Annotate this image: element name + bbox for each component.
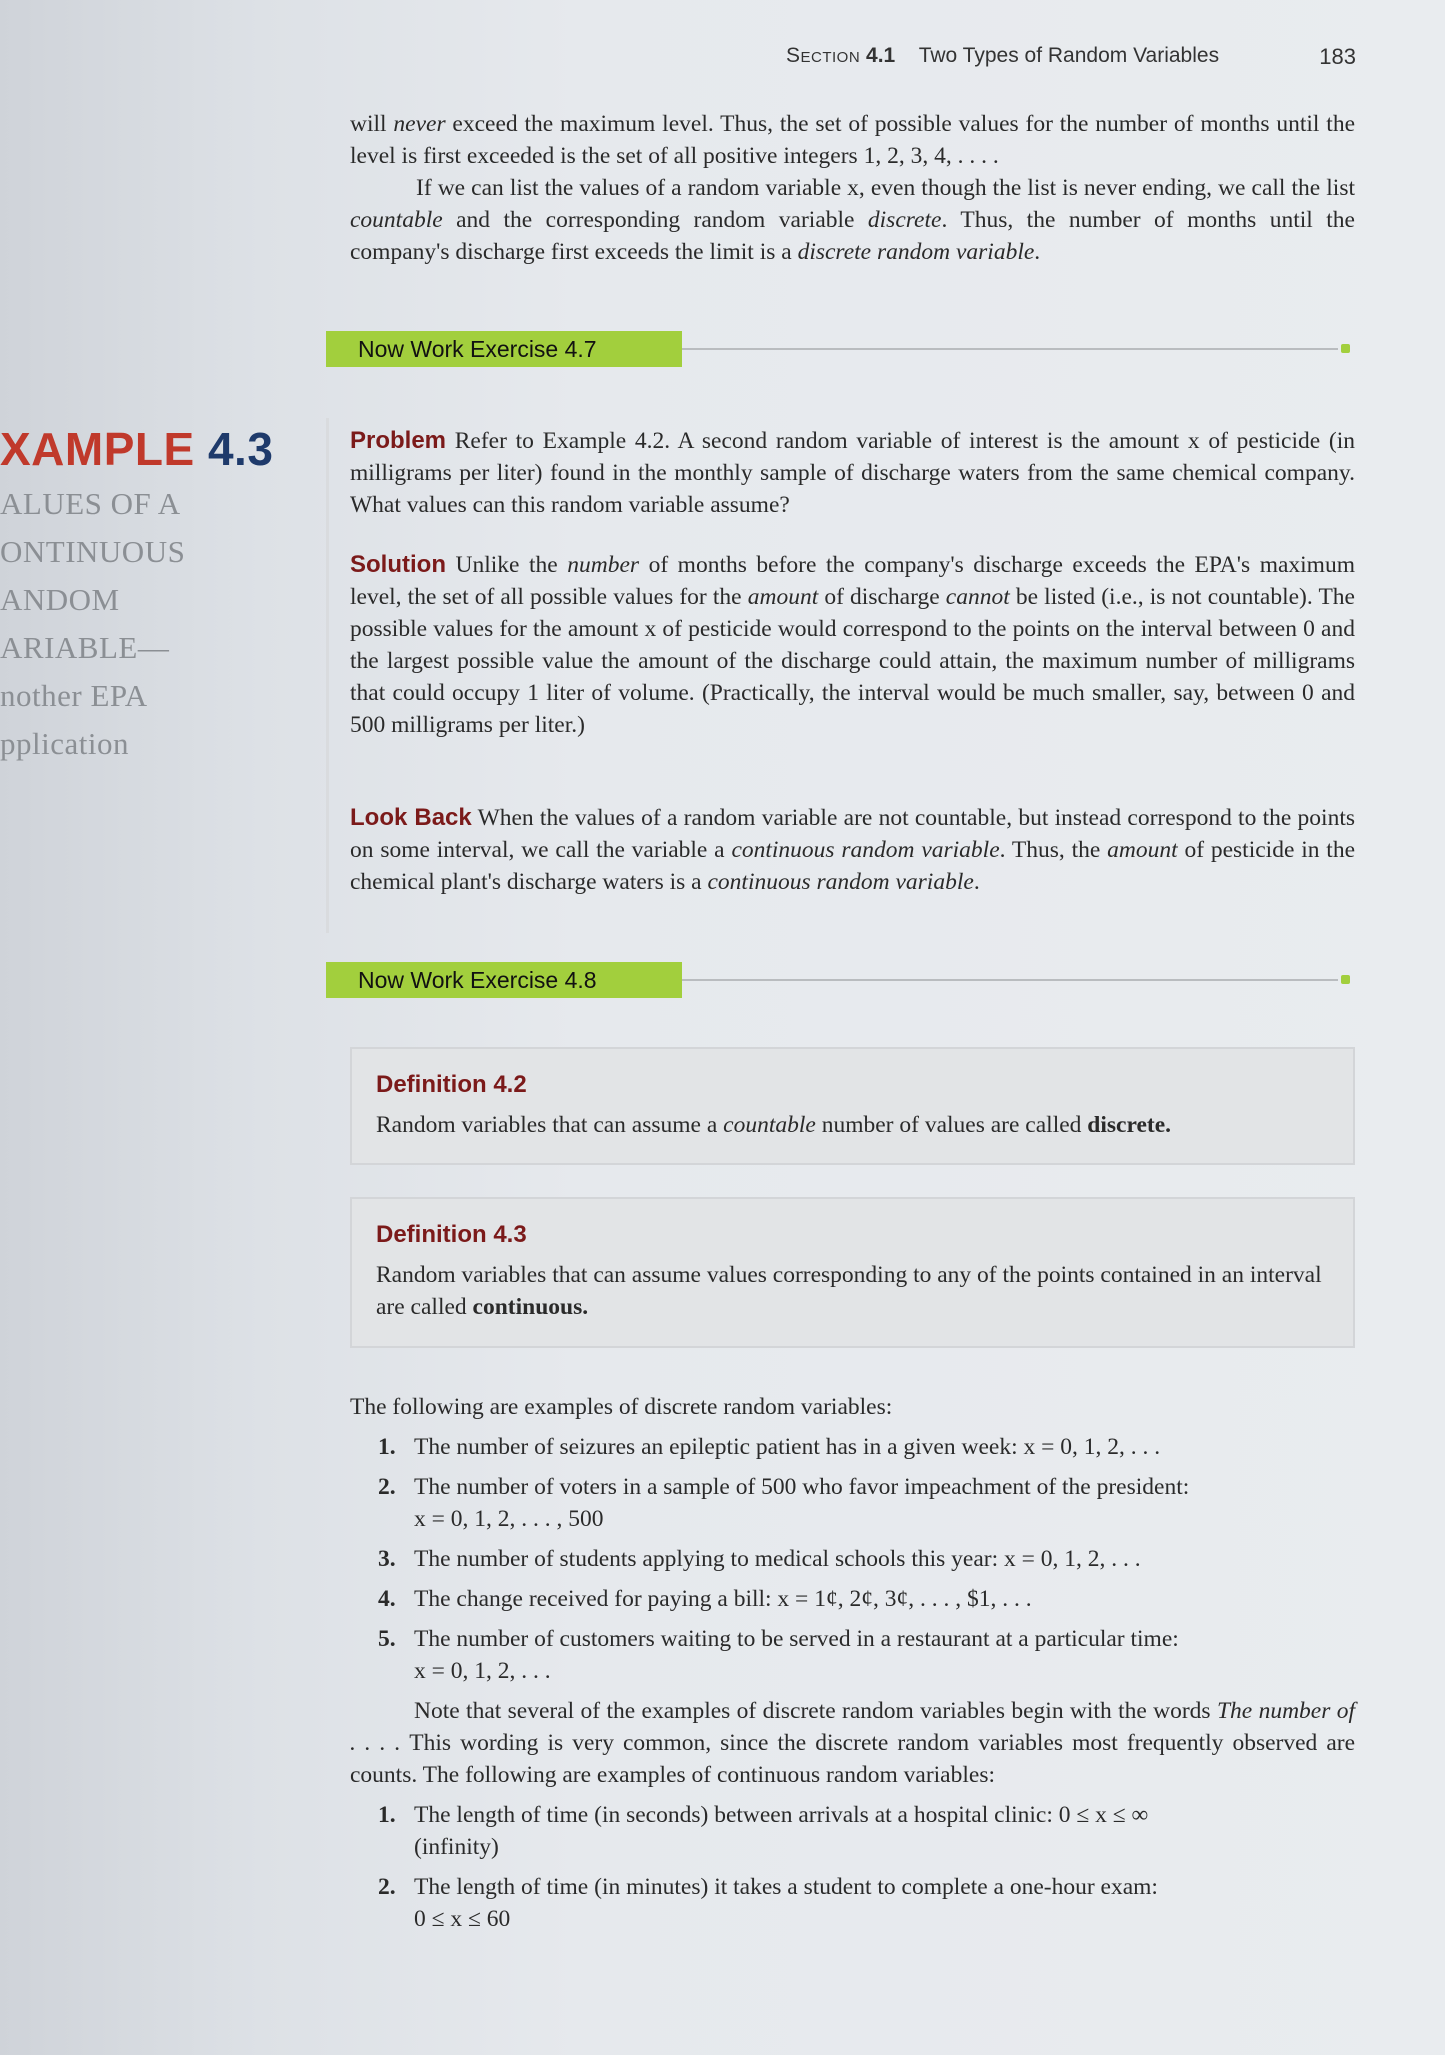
list-item: 1. The number of seizures an epileptic patient has in a given week: x = 0, 1, 2, . . . — [378, 1434, 1161, 1460]
problem-keyword: Problem — [350, 427, 447, 454]
definition-title: Definition 4.3 — [376, 1221, 527, 1248]
discrete-intro: The following are examples of discrete random variables: — [350, 1394, 893, 1420]
definition-title: Definition 4.2 — [376, 1071, 527, 1098]
intro-text — [350, 108, 1355, 268]
example-problem: Problem Refer to Example 4.2. A second random variable of interest is the amount x of pesticide (in milligrams per liter) found in the monthly sample of discharge waters from the same chemical company. What values can this random variable assume? — [350, 427, 1355, 518]
intro-paragraph-2: If we can list the values of a random variable x, even though the list is never ending, we call the list countable and the corresponding random variable discrete. Thus, the number of months until the company's discharge first exceeds the limit is a discrete random variable. — [350, 175, 1355, 265]
example-look-back: Look Back When the values of a random variable are not countable, but instead correspond to the points on some interval, we call the variable a continuous random variable. Thus, the amount of pesticide in the chemical plant's discharge waters is a continuous random variable. — [350, 804, 1356, 895]
list-item: 5. The number of customers waiting to be served in a restaurant at a particular time: x = 0, 1, 2, . . . — [378, 1626, 1179, 1684]
divider-line — [682, 348, 1338, 350]
now-work-exercise-4-8-bar[interactable] — [326, 962, 1350, 998]
note-paragraph: Note that several of the examples of discrete random variables begin with the words The number of . . . . This wording is very common, since the discrete random variables most frequently observed are counts. The following are examples of continuous random variables: — [350, 1698, 1356, 1788]
example-solution: Solution Unlike the number of months before the company's discharge exceeds the EPA's maximum level, the set of all possible values for the amount of discharge cannot be listed (i.e., is not countable). The possible values for the amount x of pesticide would correspond to the points on the interval between 0 and the largest possible value the amount of the discharge could attain, the maximum number of milligrams that could occupy 1 liter of volume. (Practically, the interval would be much smaller, say, between 0 and 500 milligrams per liter.) — [350, 551, 1355, 738]
list-item: 3. The number of students applying to medical schools this year: x = 0, 1, 2, . . . — [378, 1546, 1141, 1572]
bullet-marker-icon — [1341, 975, 1350, 984]
definition-4-2-box — [350, 1047, 1355, 1165]
now-work-exercise-4-7-bar[interactable] — [326, 331, 1350, 367]
discrete-examples — [350, 1391, 1355, 1943]
intro-paragraph-1: will never exceed the maximum level. Thus, the set of possible values for the number of months until the level is first exceeded is the set of all positive integers 1, 2, 3, 4, . . . . — [350, 111, 1355, 169]
list-item: 1. The length of time (in seconds) between arrivals at a hospital clinic: 0 ≤ x ≤ ∞ (infinity) — [378, 1802, 1149, 1860]
page-number: 183 — [1319, 44, 1356, 69]
solution-keyword: Solution — [350, 551, 446, 578]
now-work-exercise-4-7-label[interactable]: Now Work Exercise 4.7 — [326, 331, 682, 367]
definition-text: Random variables that can assume a countable number of values are called discrete. — [376, 1112, 1172, 1138]
example-subtitle: ALUES OF A ONTINUOUS ANDOM ARIABLE— nother EPA pplication — [0, 486, 186, 761]
example-label — [0, 422, 300, 768]
definition-4-3-box — [350, 1197, 1355, 1348]
running-head — [786, 44, 1356, 68]
look-back-keyword: Look Back — [350, 804, 472, 831]
divider-line — [682, 979, 1338, 981]
list-item: 2. The number of voters in a sample of 500 who favor impeachment of the president: x = 0, 1, 2, . . . , 500 — [378, 1474, 1190, 1532]
list-item: 2. The length of time (in minutes) it takes a student to complete a one-hour exam: 0 ≤ x ≤ 60 — [378, 1874, 1158, 1932]
example-rule — [326, 418, 329, 933]
section-word: Section — [786, 44, 861, 67]
bullet-marker-icon — [1341, 344, 1350, 353]
list-item: 4. The change received for paying a bill: x = 1¢, 2¢, 3¢, . . . , $1, . . . — [378, 1586, 1032, 1612]
section-title: Two Types of Random Variables — [918, 44, 1220, 67]
section-number: 4.1 — [866, 44, 896, 67]
definition-text: Random variables that can assume values corresponding to any of the points contained in an interval are called continuous. — [376, 1262, 1322, 1320]
example-heading: XAMPLE 4.3 — [0, 423, 274, 475]
now-work-exercise-4-8-label[interactable]: Now Work Exercise 4.8 — [326, 962, 682, 998]
